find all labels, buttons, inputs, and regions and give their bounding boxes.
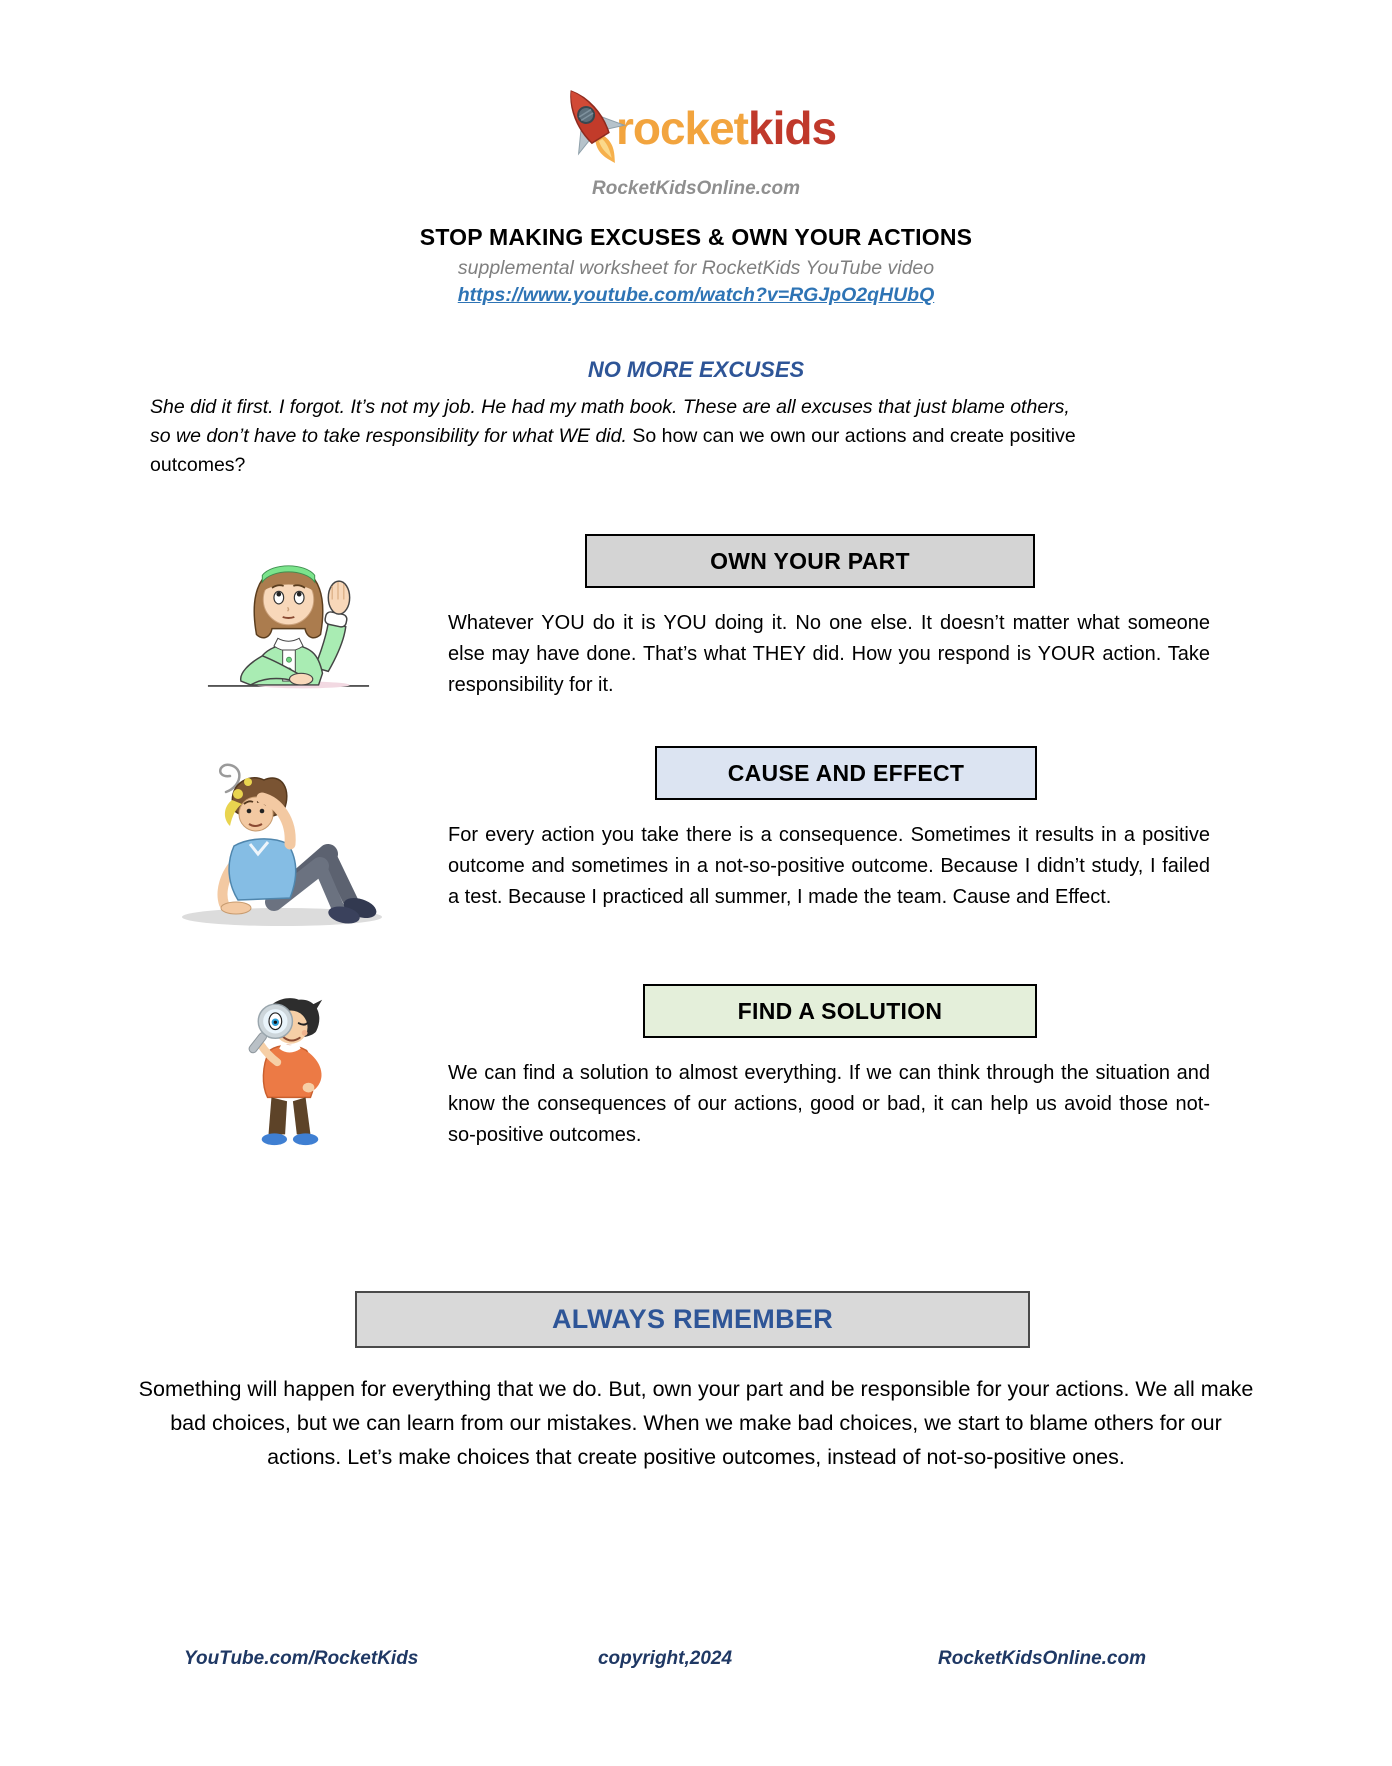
girl-raising-hand-illustration (206, 542, 371, 692)
intro-regular-text: So how can we own our actions and create positive outcomes? (150, 425, 1076, 476)
title-block (0, 224, 1392, 307)
always-remember-heading-label: ALWAYS REMEMBER (551, 1304, 834, 1334)
no-more-excuses-heading: NO MORE EXCUSES (587, 357, 805, 382)
own-your-part-section (146, 534, 1246, 704)
boy-with-magnifying-glass-illustration (241, 992, 337, 1150)
youtube-video-link[interactable]: https://www.youtube.com/watch?v=RGJpO2qHUbQ (457, 284, 935, 306)
logo-website-caption: RocketKidsOnline.com (592, 178, 800, 199)
footer-copyright: copyright,2024 (597, 1648, 733, 1669)
find-a-solution-heading-box (643, 984, 1037, 1038)
brand-text-rocket: rocket (615, 102, 749, 154)
logo-block (0, 0, 1392, 200)
own-your-part-heading-box (585, 534, 1035, 588)
intro-italic-text: She did it first. I forgot. It’s not my job. He had my math book. These are all excuses that just blame others, so we don’t have to take responsibility for what WE did. (150, 396, 1070, 447)
worksheet-title: STOP MAKING EXCUSES & OWN YOUR ACTIONS (419, 224, 973, 250)
rocket-icon (556, 82, 630, 170)
always-remember-section (138, 1291, 1254, 1474)
confused-boy-sitting-illustration (172, 756, 384, 928)
always-remember-heading-box (355, 1291, 1030, 1348)
cause-and-effect-section (146, 746, 1246, 942)
own-your-part-paragraph: Whatever YOU do it is YOU doing it. No one else. It doesn’t matter what someone else may have done. That’s what THEY did. How you respond is YOUR action. Take responsibility for it. (448, 612, 1210, 696)
cause-and-effect-heading-box (655, 746, 1037, 800)
brand-text-kids: kids (748, 102, 837, 154)
page-footer (146, 1648, 1246, 1670)
intro-paragraph (150, 393, 1085, 480)
always-remember-paragraph: Something will happen for everything that we do. But, own your part and be responsible for your actions. We all make bad choices, but we can learn from our mistakes. When we make bad choices, we start to blame others for our actions. Let’s make choices that create positive outcomes, instead of not-so-positive ones. (138, 1377, 1254, 1469)
find-a-solution-section (146, 984, 1246, 1151)
find-a-solution-paragraph: We can find a solution to almost everything. If we can think through the situation and know the consequences of our actions, good or bad, it can help us avoid those not-so-positive outcomes. (448, 1062, 1210, 1146)
footer-website: RocketKidsOnline.com (938, 1648, 1146, 1669)
cause-and-effect-heading-label: CAUSE AND EFFECT (727, 759, 965, 786)
rocketkids-logo (0, 84, 1392, 172)
footer-youtube-channel: YouTube.com/RocketKids (184, 1648, 419, 1669)
find-a-solution-heading-label: FIND A SOLUTION (737, 997, 943, 1024)
worksheet-subtitle: supplemental worksheet for RocketKids YouTube video (457, 257, 935, 279)
own-your-part-heading-label: OWN YOUR PART (710, 547, 910, 574)
intro-section (146, 357, 1246, 480)
cause-and-effect-paragraph: For every action you take there is a consequence. Sometimes it results in a positive outcome and sometimes in a not-so-positive outcome. Because I didn’t study, I failed a test. Because I practiced all summer, I made the team. Cause and Effect. (448, 824, 1210, 908)
